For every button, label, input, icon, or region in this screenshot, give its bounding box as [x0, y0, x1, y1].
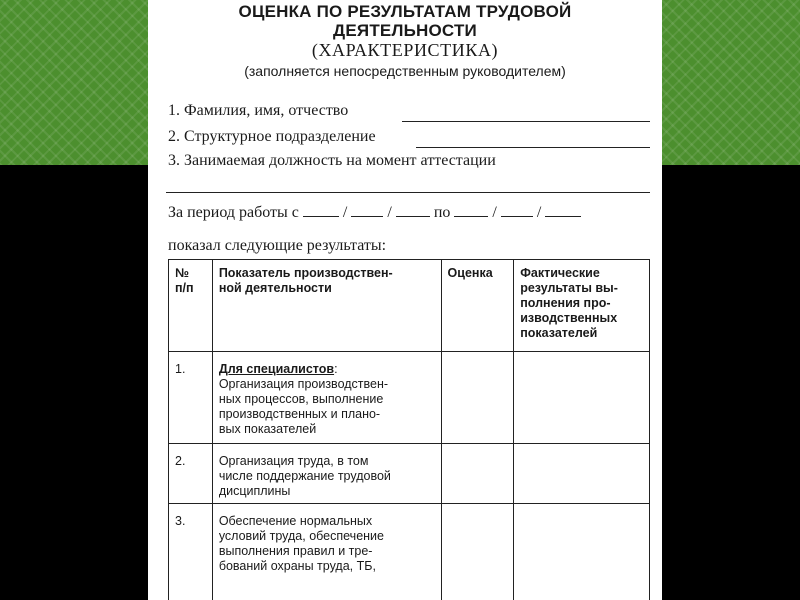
row-indicator: Для специалистов: Организация производствен- ных процессов, выполнение производственных и плано- вых показателей	[212, 352, 441, 444]
date-to-month	[501, 204, 533, 217]
department-blank	[416, 147, 650, 148]
position-blank	[166, 192, 650, 193]
slide-background-right	[660, 0, 800, 165]
row-indicator: Обеспечение нормальных условий труда, обеспечение выполнения правил и тре- бований охраны труда, ТБ,	[212, 504, 441, 600]
date-sep: /	[342, 204, 348, 221]
full-name-blank	[402, 121, 650, 122]
field-position: 3. Занимаемая должность на момент аттестации	[168, 152, 496, 169]
date-sep: /	[492, 204, 497, 221]
date-from-year	[396, 204, 430, 217]
field-department: 2. Структурное подразделение	[168, 128, 376, 145]
header-actual-results: Фактические результаты вы- полнения про- изводственных показателей	[514, 260, 650, 352]
slide-background-left	[0, 0, 150, 165]
row-number: 3.	[169, 504, 213, 600]
row-score-cell	[441, 444, 514, 504]
row-lead: Для специалистов	[218, 362, 335, 376]
row-indicator-text: Организация производствен- ных процессов, выполнение производственных и плано- вых показателей	[218, 377, 389, 436]
document-page	[148, 0, 662, 600]
table-row	[169, 504, 650, 600]
row-number: 1.	[169, 352, 213, 444]
document-title-line2: ДЕЯТЕЛЬНОСТИ	[333, 21, 477, 40]
document-subtitle: (ХАРАКТЕРИСТИКА)	[311, 40, 499, 60]
results-intro: показал следующие результаты:	[168, 237, 387, 254]
table-row	[169, 352, 650, 444]
date-from-month	[351, 204, 383, 217]
row-score-cell	[441, 352, 514, 444]
period-prefix: За период работы с	[168, 204, 299, 221]
period-middle: по	[433, 204, 451, 221]
period-line	[168, 204, 581, 222]
date-sep: /	[536, 204, 542, 221]
row-actual-cell	[514, 444, 650, 504]
row-actual-cell	[514, 352, 650, 444]
results-table	[168, 259, 650, 600]
header-number: № п/п	[169, 260, 213, 352]
row-actual-cell	[514, 504, 650, 600]
row-indicator: Организация труда, в том числе поддержание трудовой дисциплины	[212, 444, 441, 504]
table-row	[169, 444, 650, 504]
document-title-line1: ОЦЕНКА ПО РЕЗУЛЬТАТАМ ТРУДОВОЙ	[238, 2, 572, 21]
date-from-day	[303, 204, 339, 217]
document-note: (заполняется непосредственным руководителем)	[244, 63, 566, 79]
table-header-row	[169, 260, 650, 352]
header-score: Оценка	[441, 260, 514, 352]
date-to-day	[454, 204, 488, 217]
date-to-year	[545, 204, 581, 217]
row-score-cell	[441, 504, 514, 600]
header-indicator: Показатель производствен- ной деятельности	[212, 260, 441, 352]
date-sep: /	[387, 204, 392, 221]
row-number: 2.	[169, 444, 213, 504]
field-full-name: 1. Фамилия, имя, отчество	[168, 102, 349, 119]
